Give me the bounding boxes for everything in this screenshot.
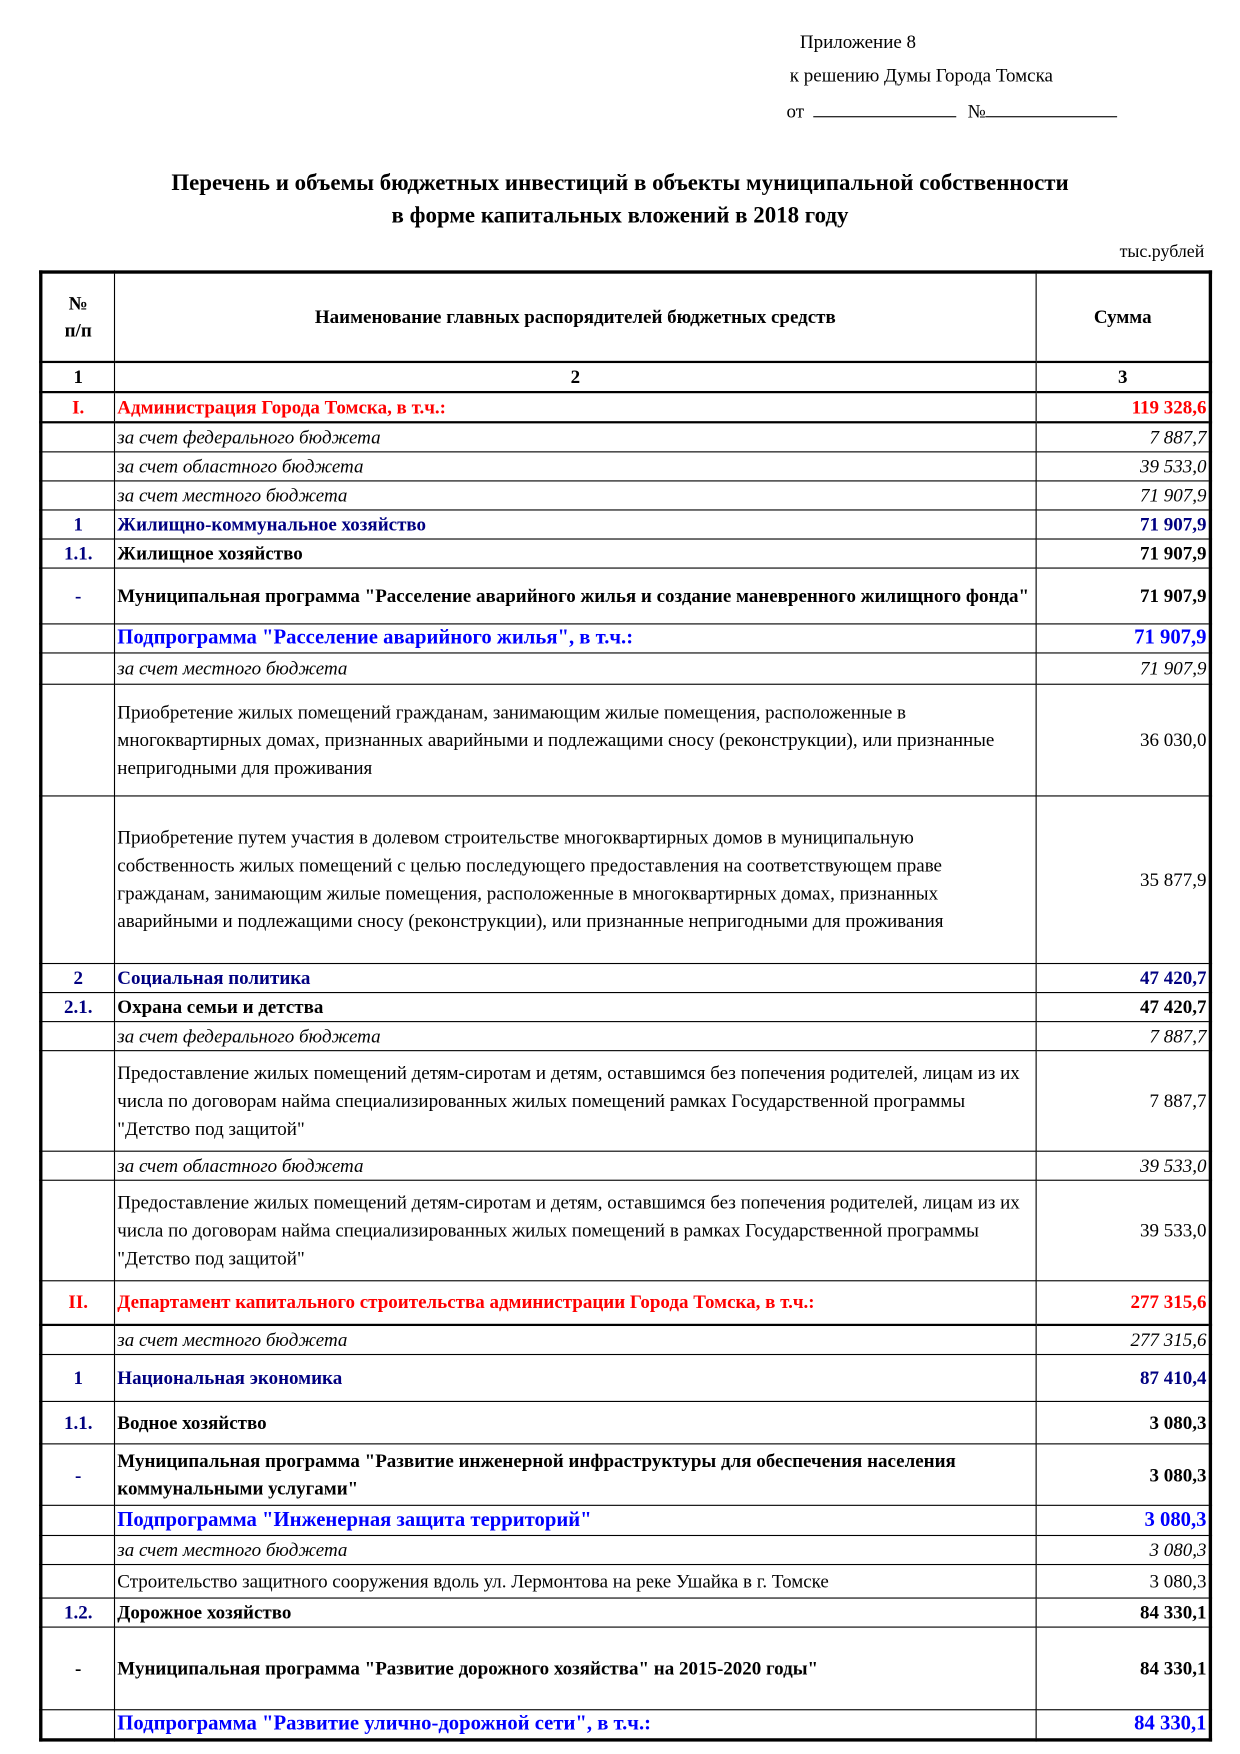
table-row (41, 422, 1211, 452)
table-row (41, 992, 1211, 1021)
row-sum: 39 533,0 (1036, 1180, 1210, 1281)
row-sum: 47 420,7 (1036, 963, 1210, 992)
colnum-2: 2 (115, 361, 1037, 391)
row-name: за счет областного бюджета (115, 451, 1037, 480)
row-number (41, 1021, 115, 1050)
number-blank (986, 101, 1118, 118)
column-number-row (41, 361, 1211, 391)
date-blank (813, 101, 956, 118)
row-number (41, 1505, 115, 1535)
row-name: Подпрограмма "Развитие улично-дорожной сети", в т.ч.: (115, 1710, 1037, 1740)
row-number (41, 623, 115, 652)
number-label: № (967, 100, 986, 122)
table-row (41, 1325, 1211, 1355)
row-sum: 7 887,7 (1036, 422, 1210, 452)
row-number (41, 1180, 115, 1281)
header-name: Наименование главных распорядителей бюджетных средств (115, 272, 1037, 361)
row-sum: 84 330,1 (1036, 1627, 1210, 1710)
table-row (41, 795, 1211, 963)
row-number: 1.1. (41, 538, 115, 567)
row-sum: 3 080,3 (1036, 1535, 1210, 1564)
table-row (41, 1280, 1211, 1325)
row-name: за счет местного бюджета (115, 480, 1037, 509)
row-sum: 47 420,7 (1036, 992, 1210, 1021)
row-number: - (41, 1627, 115, 1710)
row-name: Подпрограмма "Расселение аварийного жилья", в т.ч.: (115, 623, 1037, 652)
table-row (41, 1627, 1211, 1710)
row-sum: 277 315,6 (1036, 1325, 1210, 1355)
header-sum: Сумма (1036, 272, 1210, 361)
row-sum: 3 080,3 (1036, 1401, 1210, 1443)
table-row (41, 1565, 1211, 1599)
row-sum: 71 907,9 (1036, 480, 1210, 509)
row-sum: 84 330,1 (1036, 1598, 1210, 1627)
row-name: Предоставление жилых помещений детям-сиротам и детям, оставшимся без попечения родителей, лицам из их числа по договорам найма специализированных жилых помещений в рамках Государственной программы "Детство под защитой" (115, 1180, 1037, 1281)
row-name: Строительство защитного сооружения вдоль ул. Лермонтова на реке Ушайка в г. Томске (115, 1565, 1037, 1599)
row-name: Муниципальная программа "Расселение аварийного жилья и создание маневренного жилищного фонда" (115, 567, 1037, 623)
units-label: тыс.рублей (1119, 242, 1205, 262)
decision-label: к решению Думы Города Томска (789, 64, 1053, 87)
header-num: № п/п (41, 272, 115, 361)
from-label: от (786, 100, 805, 122)
row-number (41, 480, 115, 509)
row-sum: 3 080,3 (1036, 1444, 1210, 1505)
colnum-1: 1 (41, 361, 115, 391)
row-name: Приобретение путем участия в долевом строительстве многоквартирных домов в муниципальную собственность жилых помещений с целью последующего предоставления на соответствующем праве гражданам, занимающим жилые помещения, расположенные в многоквартирных домах, признанных аварийными и подлежащими сносу (реконструкции), или признанные непригодными для проживания (115, 795, 1037, 963)
row-name: за счет местного бюджета (115, 652, 1037, 683)
table-row (41, 480, 1211, 509)
investments-table (39, 270, 1212, 1741)
table-row (41, 1535, 1211, 1564)
row-number: 1.1. (41, 1401, 115, 1443)
page-title (0, 168, 1240, 233)
table-row (41, 1021, 1211, 1050)
title-line-1: Перечень и объемы бюджетных инвестиций в объекты муниципальной собственности (171, 170, 1069, 196)
row-number (41, 1710, 115, 1740)
row-name: Администрация Города Томска, в т.ч.: (115, 392, 1037, 422)
table-row (41, 963, 1211, 992)
row-sum: 71 907,9 (1036, 509, 1210, 538)
row-number: 2.1. (41, 992, 115, 1021)
table-row (41, 392, 1211, 422)
table-row (41, 1355, 1211, 1402)
row-number: - (41, 567, 115, 623)
row-sum: 7 887,7 (1036, 1021, 1210, 1050)
table-row (41, 1710, 1211, 1740)
row-number: - (41, 1444, 115, 1505)
row-sum: 84 330,1 (1036, 1710, 1210, 1740)
row-name: Приобретение жилых помещений гражданам, занимающим жилые помещения, расположенные в многоквартирных домах, признанных аварийными и подлежащими сносу (реконструкции), или признанные непригодными для проживания (115, 684, 1037, 796)
row-sum: 87 410,4 (1036, 1355, 1210, 1402)
table-row (41, 1151, 1211, 1180)
table-row (41, 1180, 1211, 1281)
row-name: за счет федерального бюджета (115, 422, 1037, 452)
row-sum: 119 328,6 (1036, 392, 1210, 422)
table-row (41, 623, 1211, 652)
row-sum: 36 030,0 (1036, 684, 1210, 796)
row-name: Дорожное хозяйство (115, 1598, 1037, 1627)
colnum-3: 3 (1036, 361, 1210, 391)
row-number: 1 (41, 509, 115, 538)
row-number (41, 1151, 115, 1180)
row-number: II. (41, 1280, 115, 1325)
row-number (41, 1325, 115, 1355)
row-number: 1 (41, 1355, 115, 1402)
row-name: за счет областного бюджета (115, 1151, 1037, 1180)
row-sum: 71 907,9 (1036, 623, 1210, 652)
table-row (41, 538, 1211, 567)
table-row (41, 1444, 1211, 1505)
row-sum: 39 533,0 (1036, 451, 1210, 480)
title-line-2: в форме капитальных вложений в 2018 году (391, 203, 849, 228)
row-number (41, 1535, 115, 1564)
row-name: за счет местного бюджета (115, 1535, 1037, 1564)
row-name: Водное хозяйство (115, 1401, 1037, 1443)
appendix-label: Приложение 8 (799, 31, 917, 53)
table-row (41, 509, 1211, 538)
row-name: Жилищно-коммунальное хозяйство (115, 509, 1037, 538)
table-row (41, 652, 1211, 683)
table-header-row (41, 272, 1211, 361)
row-name: Муниципальная программа "Развитие инженерной инфраструктуры для обеспечения населения коммунальными услугами" (115, 1444, 1037, 1505)
row-sum: 71 907,9 (1036, 652, 1210, 683)
row-sum: 7 887,7 (1036, 1050, 1210, 1151)
row-number (41, 451, 115, 480)
row-sum: 35 877,9 (1036, 795, 1210, 963)
row-name: Охрана семьи и детства (115, 992, 1037, 1021)
row-number: 2 (41, 963, 115, 992)
row-sum: 71 907,9 (1036, 538, 1210, 567)
row-name: Национальная экономика (115, 1355, 1037, 1402)
row-number (41, 422, 115, 452)
row-name: Предоставление жилых помещений детям-сиротам и детям, оставшимся без попечения родителей, лицам из их числа по договорам найма специализированных жилых помещений рамках Государственной программы "Детство под защитой" (115, 1050, 1037, 1151)
row-number (41, 1565, 115, 1599)
row-sum: 277 315,6 (1036, 1280, 1210, 1325)
date-number-line (786, 101, 1117, 123)
row-sum: 39 533,0 (1036, 1151, 1210, 1180)
table-row (41, 451, 1211, 480)
row-sum: 3 080,3 (1036, 1505, 1210, 1535)
row-number (41, 795, 115, 963)
row-number (41, 684, 115, 796)
row-name: Подпрограмма "Инженерная защита территорий" (115, 1505, 1037, 1535)
row-number: I. (41, 392, 115, 422)
row-name: Социальная политика (115, 963, 1037, 992)
row-name: Жилищное хозяйство (115, 538, 1037, 567)
table-row (41, 567, 1211, 623)
table-row (41, 1050, 1211, 1151)
row-number (41, 652, 115, 683)
row-name: Департамент капитального строительства администрации Города Томска, в т.ч.: (115, 1280, 1037, 1325)
row-number: 1.2. (41, 1598, 115, 1627)
row-name: Муниципальная программа "Развитие дорожного хозяйства" на 2015-2020 годы" (115, 1627, 1037, 1710)
table-row (41, 1401, 1211, 1443)
table-row (41, 1505, 1211, 1535)
row-name: за счет федерального бюджета (115, 1021, 1037, 1050)
table-row (41, 1598, 1211, 1627)
row-sum: 3 080,3 (1036, 1565, 1210, 1599)
table-row (41, 684, 1211, 796)
row-sum: 71 907,9 (1036, 567, 1210, 623)
row-name: за счет местного бюджета (115, 1325, 1037, 1355)
row-number (41, 1050, 115, 1151)
